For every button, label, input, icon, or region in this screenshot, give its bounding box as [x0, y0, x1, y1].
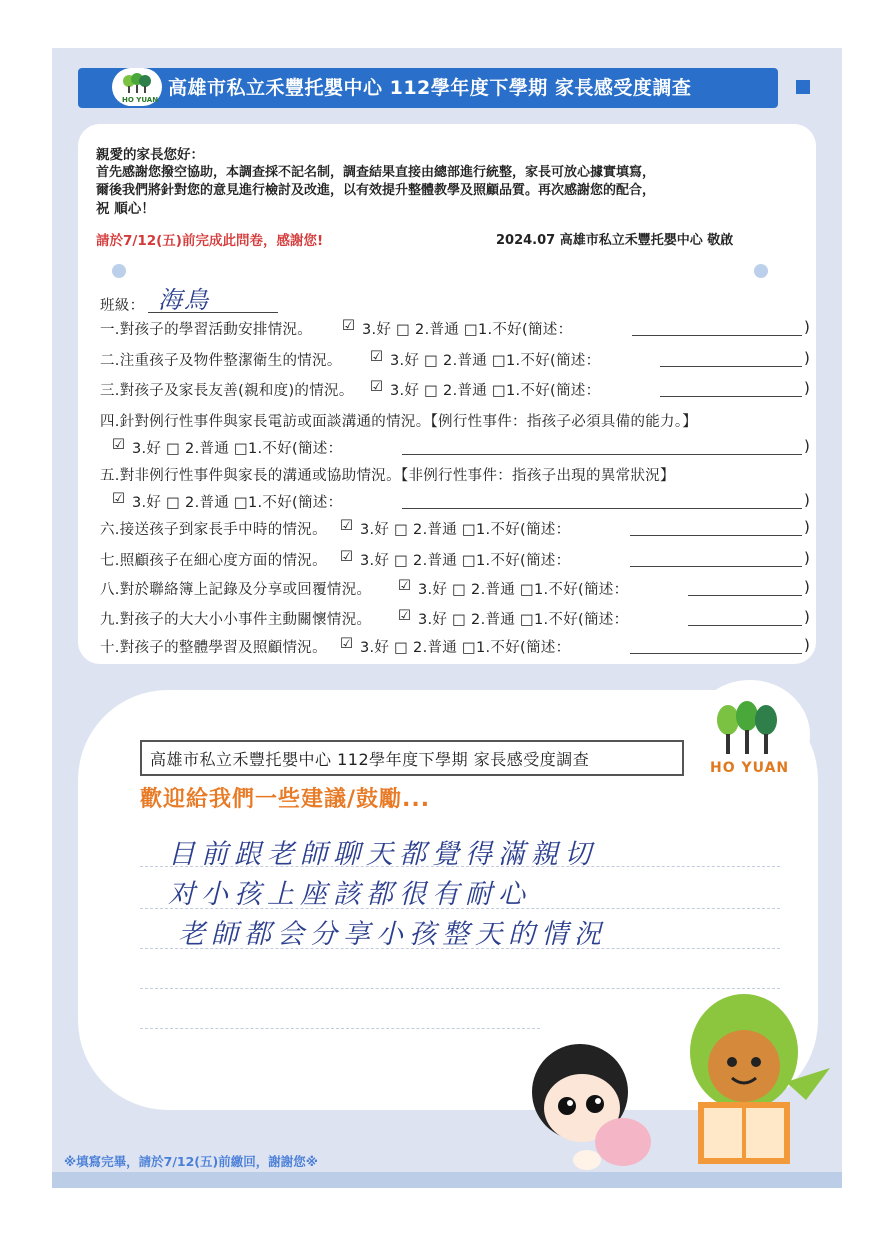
- rule-5: [140, 1028, 540, 1029]
- closing-paren: ): [804, 349, 810, 367]
- child-character-icon: [525, 1030, 655, 1170]
- class-label: 班級：: [100, 298, 145, 314]
- comment-line[interactable]: [402, 454, 802, 455]
- letter-line-3: 祝 順心！: [96, 201, 155, 217]
- closing-paren: ): [804, 636, 810, 654]
- question-3-options: 3.好 □ 2.普通 □1.不好(簡述：: [390, 383, 601, 399]
- survey-title-box: [140, 740, 684, 776]
- closing-paren: ): [804, 491, 810, 509]
- class-value: 海鳥: [158, 286, 210, 314]
- question-7-options: 3.好 □ 2.普通 □1.不好(簡述：: [360, 553, 571, 569]
- page-title: 高雄市私立禾豐托嬰中心 112學年度下學期 家長感受度調查: [168, 77, 692, 99]
- header-right-square: [796, 80, 810, 94]
- signature: 2024.07 高雄市私立禾豐托嬰中心 敬啟: [496, 233, 734, 248]
- comment-line[interactable]: [688, 595, 802, 596]
- letter-line-2: 爾後我們將針對您的意見進行檢討及改進，以有效提升整體教學及照顧品質。再次感謝您的配合，: [96, 183, 656, 198]
- question-8-options: 3.好 □ 2.普通 □1.不好(簡述：: [418, 582, 629, 598]
- handwriting-line-2: 对小孩上座該都很有耐心: [168, 879, 531, 910]
- decor-dot-left: [112, 264, 126, 278]
- checkbox-good-checked[interactable]: ☑: [340, 549, 354, 565]
- green-hood-character-icon: [686, 990, 836, 1170]
- comment-line[interactable]: [630, 535, 802, 536]
- comment-line[interactable]: [402, 508, 802, 509]
- checkbox-good-checked[interactable]: ☑: [342, 318, 356, 334]
- question-4: 四.針對例行性事件與家長電訪或面談溝通的情況。【例行性事件：指孩子必須具備的能力。】: [100, 414, 698, 430]
- closing-paren: ): [804, 518, 810, 536]
- question-4-options: 3.好 □ 2.普通 □1.不好(簡述：: [132, 441, 343, 457]
- decor-dot-right: [754, 264, 768, 278]
- question-6-options: 3.好 □ 2.普通 □1.不好(簡述：: [360, 522, 571, 538]
- comment-line[interactable]: [630, 566, 802, 567]
- question-9: 九.對孩子的大大小小事件主動關懷情況。: [100, 612, 372, 628]
- class-underline: [148, 312, 278, 313]
- question-5-options: 3.好 □ 2.普通 □1.不好(簡述：: [132, 495, 343, 511]
- comment-line[interactable]: [630, 653, 802, 654]
- checkbox-good-checked[interactable]: ☑: [112, 491, 126, 507]
- checkbox-good-checked[interactable]: ☑: [398, 578, 412, 594]
- question-6: 六.接送孩子到家長手中時的情況。: [100, 522, 327, 538]
- deadline-notice: 請於7/12(五)前完成此問卷，感謝您!: [96, 233, 324, 249]
- handwriting-line-3: 老師都会分享小孩整天的情況: [178, 919, 607, 950]
- closing-paren: ): [804, 578, 810, 596]
- feedback-heading: 歡迎給我們一些建議/鼓勵...: [140, 787, 431, 812]
- question-1-options: 3.好 □ 2.普通 □1.不好(簡述：: [362, 322, 573, 338]
- rule-4: [140, 988, 780, 989]
- question-9-options: 3.好 □ 2.普通 □1.不好(簡述：: [418, 612, 629, 628]
- logo-text: HO YUAN: [122, 96, 159, 104]
- footer-note: ※填寫完畢，請於7/12(五)前繳回，謝謝您※: [64, 1154, 318, 1169]
- comment-line[interactable]: [660, 366, 802, 367]
- checkbox-good-checked[interactable]: ☑: [370, 379, 384, 395]
- checkbox-good-checked[interactable]: ☑: [340, 518, 354, 534]
- greeting: 親愛的家長您好：: [96, 147, 204, 163]
- checkbox-good-checked[interactable]: ☑: [398, 608, 412, 624]
- closing-paren: ): [804, 379, 810, 397]
- question-2: 二.注重孩子及物件整潔衛生的情況。: [100, 353, 342, 369]
- question-10: 十.對孩子的整體學習及照顧情況。: [100, 640, 327, 656]
- closing-paren: ): [804, 437, 810, 455]
- question-3: 三.對孩子及家長友善(親和度)的情況。: [100, 383, 354, 399]
- checkbox-good-checked[interactable]: ☑: [112, 437, 126, 453]
- survey-title: 高雄市私立禾豐托嬰中心 112學年度下學期 家長感受度調查: [150, 750, 590, 769]
- trees-brand-icon: [712, 698, 782, 758]
- closing-paren: ): [804, 318, 810, 336]
- comment-line[interactable]: [688, 625, 802, 626]
- question-10-options: 3.好 □ 2.普通 □1.不好(簡述：: [360, 640, 571, 656]
- header-left-square: [84, 80, 98, 94]
- letter-line-1: 首先感謝您撥空協助，本調查採不記名制，調查結果直接由總部進行統整，家長可放心據實填寫，: [96, 165, 656, 180]
- brand-text: HO YUAN: [710, 760, 790, 776]
- closing-paren: ): [804, 549, 810, 567]
- handwriting-line-1: 目前跟老師聊天都覺得滿親切: [168, 839, 597, 870]
- checkbox-good-checked[interactable]: ☑: [370, 349, 384, 365]
- question-2-options: 3.好 □ 2.普通 □1.不好(簡述：: [390, 353, 601, 369]
- question-5: 五.對非例行性事件與家長的溝通或協助情況。【非例行性事件：指孩子出現的異常狀況】: [100, 468, 675, 484]
- footer-strip: [52, 1172, 842, 1188]
- closing-paren: ): [804, 608, 810, 626]
- comment-line[interactable]: [660, 396, 802, 397]
- checkbox-good-checked[interactable]: ☑: [340, 636, 354, 652]
- question-8: 八.對於聯絡簿上記錄及分享或回覆情況。: [100, 582, 372, 598]
- question-7: 七.照顧孩子在細心度方面的情況。: [100, 553, 327, 569]
- question-1: 一.對孩子的學習活動安排情況。: [100, 322, 313, 338]
- comment-line[interactable]: [632, 335, 802, 336]
